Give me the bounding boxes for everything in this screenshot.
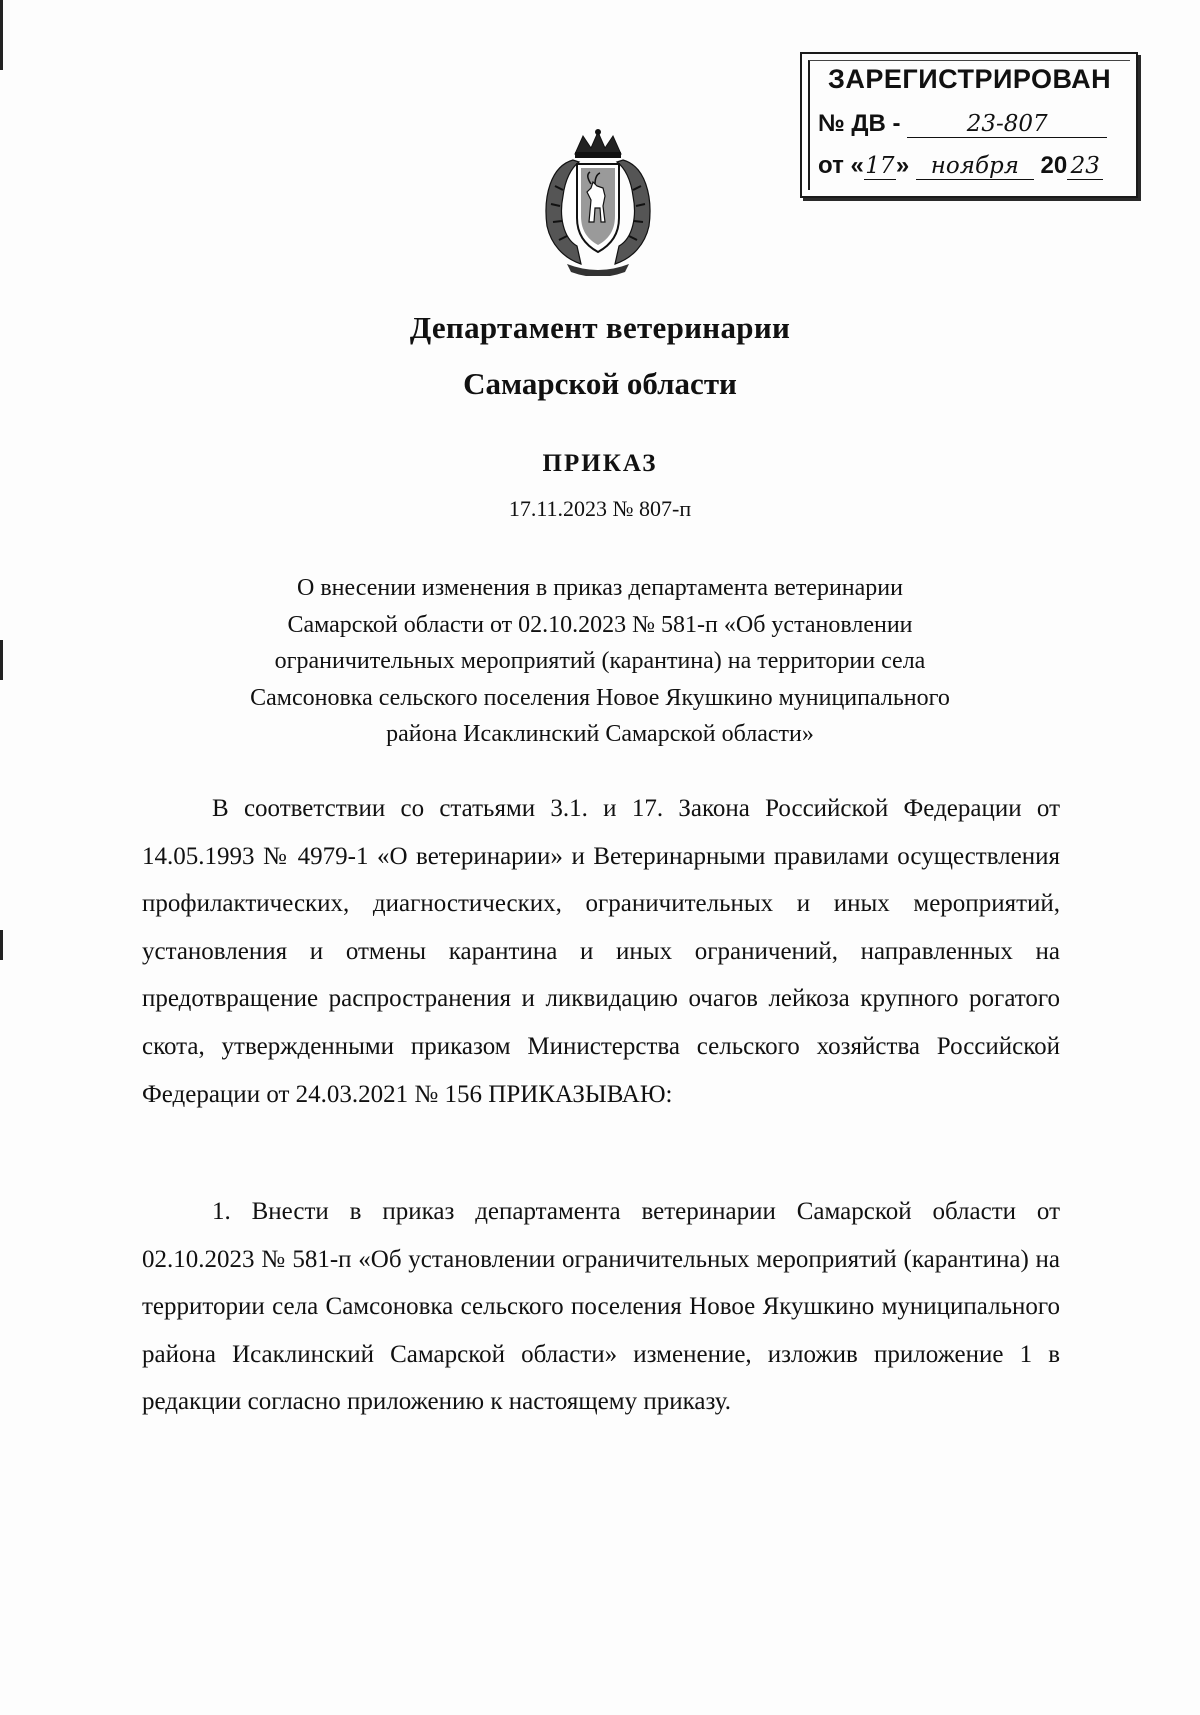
stamp-date-day-suffix: » <box>895 152 910 179</box>
document-type-title: ПРИКАЗ <box>542 450 658 477</box>
department-name-line2: Самарской области <box>463 366 737 401</box>
stamp-date-day: 17 <box>865 153 895 179</box>
subject-line: района Исаклинский Самарской области» <box>386 721 814 747</box>
samara-coat-of-arms-icon <box>533 126 663 276</box>
stamp-number-row <box>818 110 1107 138</box>
registration-stamp <box>800 52 1138 198</box>
scan-edge-mark <box>0 0 3 70</box>
stamp-title: ЗАРЕГИСТРИРОВАН <box>828 64 1112 94</box>
subject-line: Самсоновка сельского поселения Новое Якушкино муниципального <box>250 684 950 711</box>
subject-line: ограничительных мероприятий (карантина) на территории села <box>274 648 926 674</box>
stamp-year-suffix: 23 <box>1067 153 1103 180</box>
stamp-number-value: 23-807 <box>907 111 1107 138</box>
stamp-date-prefix: от « <box>818 152 864 179</box>
department-name-line1: Департамент ветеринарии <box>409 310 791 345</box>
preamble-paragraph: В соответствии со статьями 3.1. и 17. Закона Российской Федерации от 14.05.1993 № 4979-1 «О ветеринарии» и Ветеринарными правилами осуществления профилактических, диагностических, ограничительных и иных мероприятий, установления и отмены карантина и иных ограничений, направленных на предотвращение распространения и ликвидацию очагов лейкоза крупного рогатого скота, утвержденными приказом Министерства сельского хозяйства Российской Федерации от 24.03.2021 № 156 ПРИКАЗЫВАЮ: <box>142 795 1060 1108</box>
order-subject <box>150 570 1050 753</box>
stamp-year-prefix: 20 <box>1040 152 1068 179</box>
stamp-date-row <box>818 152 1103 180</box>
stamp-date-month: ноября <box>916 153 1034 180</box>
subject-line: О внесении изменения в приказ департамента ветеринарии <box>297 575 903 601</box>
stamp-number-label: № ДВ - <box>818 110 901 137</box>
order-item-1: 1. Внести в приказ департамента ветеринарии Самарской области от 02.10.2023 № 581-п «Об установлении ограничительных мероприятий (карантина) на территории села Самсоновка сельского поселения Новое Якушкино муниципального района Исаклинский Самарской области» изменение, изложив приложение 1 в редакции согласно приложению к настоящему приказу. <box>142 1198 1060 1416</box>
scan-edge-mark <box>0 930 3 960</box>
document-date-number: 17.11.2023 № 807-п <box>508 496 692 521</box>
subject-line: Самарской области от 02.10.2023 № 581-п «Об установлении <box>287 611 913 638</box>
scan-edge-mark <box>0 640 3 680</box>
